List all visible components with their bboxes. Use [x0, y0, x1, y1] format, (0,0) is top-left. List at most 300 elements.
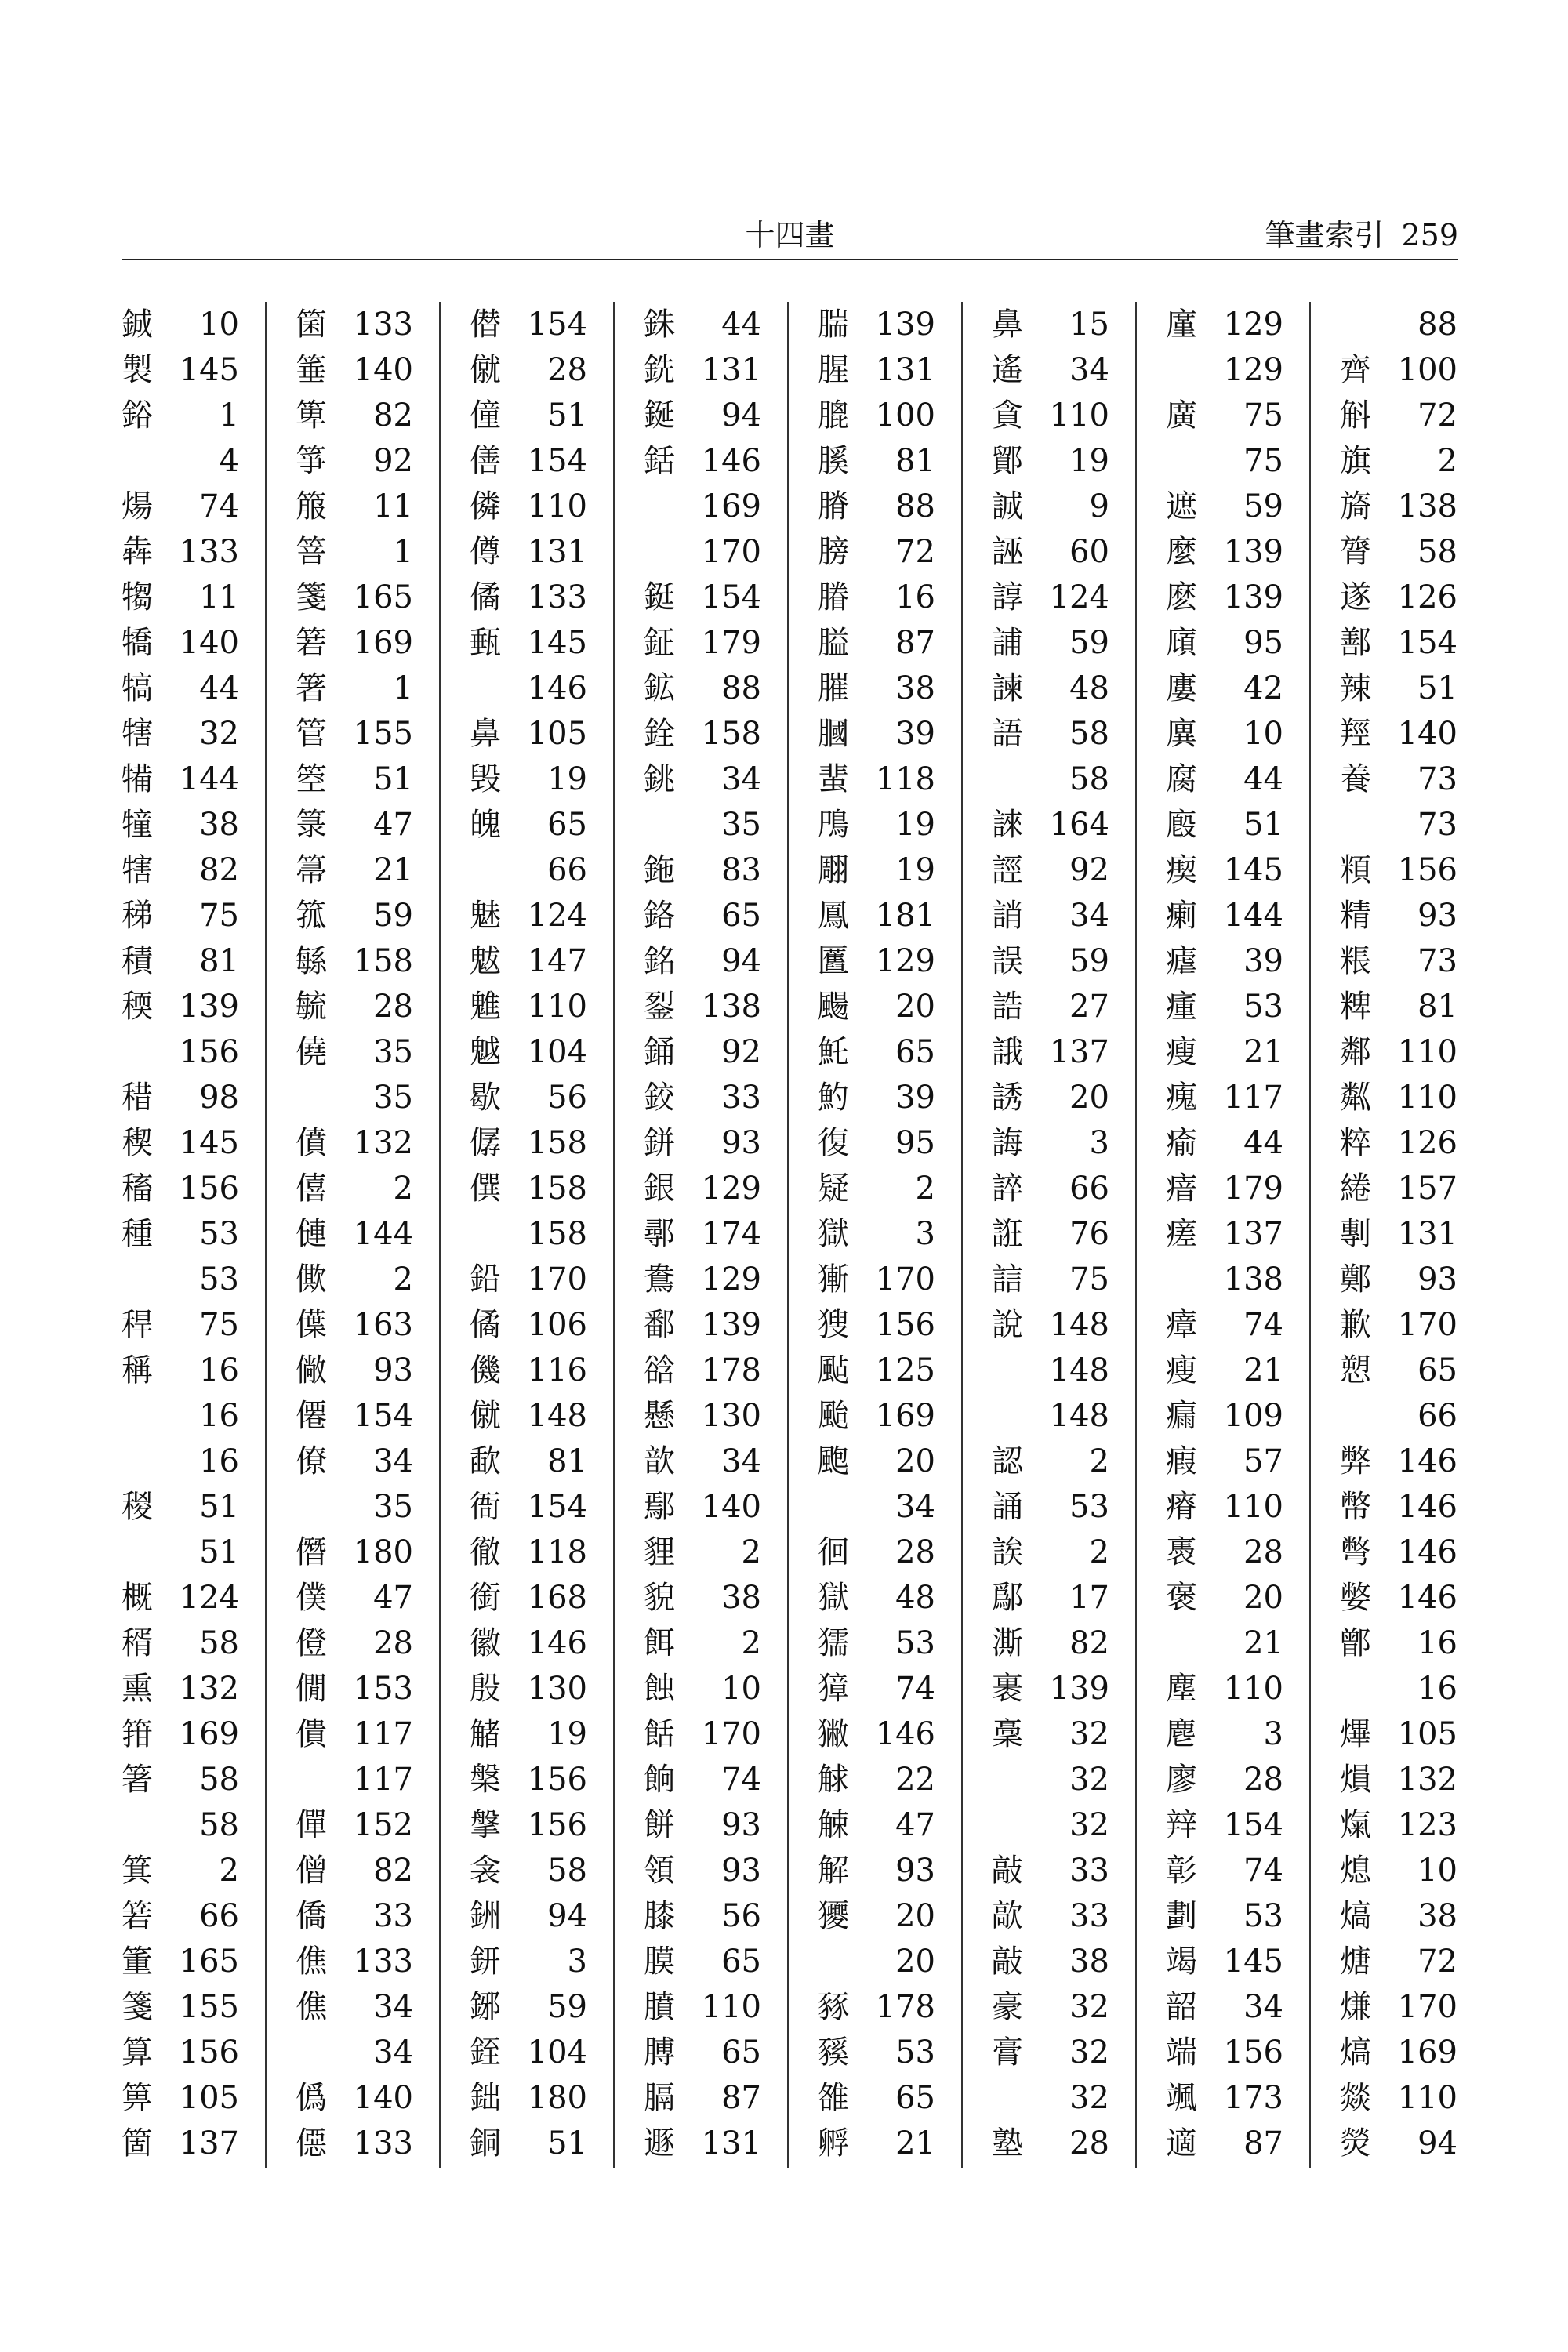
index-entry — [1166, 1211, 1283, 1257]
index-entry — [296, 1075, 413, 1120]
entry-character: 膡 — [818, 579, 849, 615]
index-entry — [122, 1439, 239, 1484]
index-entry — [122, 529, 239, 575]
entry-page-number: 58 — [199, 1762, 239, 1798]
index-entry — [470, 1757, 587, 1802]
entry-page-number: 2 — [219, 1853, 239, 1889]
entry-character: 熏 — [122, 1671, 153, 1707]
entry-character: 獙 — [818, 1716, 849, 1752]
index-entry — [470, 1393, 587, 1439]
index-entry — [122, 1484, 239, 1530]
index-entry — [1166, 1530, 1283, 1575]
entry-page-number: 56 — [721, 1898, 761, 1934]
entry-page-number: 38 — [1069, 1944, 1109, 1980]
entry-page-number: 33 — [1069, 1898, 1109, 1934]
index-entry — [1166, 529, 1283, 575]
index-entry — [992, 347, 1109, 393]
entry-character: 竭 — [1166, 1944, 1197, 1980]
entry-page-number: 154 — [1223, 1807, 1283, 1843]
entry-page-number: 32 — [1069, 1807, 1109, 1843]
entry-page-number: 16 — [199, 1352, 239, 1388]
entry-character: 廎 — [1166, 625, 1197, 661]
entry-character: 颭 — [818, 1352, 849, 1388]
entry-character: 衾 — [470, 1853, 501, 1889]
index-entry — [644, 1666, 761, 1711]
entry-character: 貍 — [644, 1534, 675, 1570]
index-entry — [296, 1120, 413, 1166]
index-entry — [1166, 484, 1283, 529]
entry-page-number: 148 — [527, 1398, 587, 1434]
index-entry — [470, 2030, 587, 2075]
index-entry — [992, 1621, 1109, 1666]
entry-page-number: 33 — [373, 1898, 413, 1934]
entry-character: 箅 — [122, 2080, 153, 2116]
index-entry — [644, 1893, 761, 1939]
entry-page-number: 81 — [199, 943, 239, 979]
entry-character: 剸 — [1340, 1216, 1371, 1252]
entry-character: 僮 — [470, 397, 501, 434]
entry-page-number: 129 — [875, 943, 935, 979]
entry-page-number: 11 — [199, 579, 239, 615]
entry-character: 鄢 — [644, 1489, 675, 1525]
index-entry — [644, 893, 761, 938]
entry-character: 端 — [1166, 2034, 1197, 2071]
entry-page-number: 139 — [875, 307, 935, 343]
entry-page-number: 133 — [527, 579, 587, 615]
entry-character: 瘥 — [1166, 1216, 1197, 1252]
entry-page-number: 2 — [1089, 1534, 1109, 1570]
index-entry — [470, 438, 587, 484]
index-entry — [818, 1893, 935, 1939]
entry-page-number: 88 — [895, 488, 935, 524]
entry-page-number: 131 — [527, 534, 587, 570]
entry-page-number: 118 — [875, 761, 935, 797]
entry-character: 獑 — [818, 1261, 849, 1298]
entry-page-number: 48 — [895, 1580, 935, 1616]
entry-character: 粹 — [1340, 1125, 1371, 1161]
entry-page-number: 139 — [701, 1307, 761, 1343]
entry-character: 鳲 — [818, 807, 849, 843]
entry-character: 鴦 — [644, 1261, 675, 1298]
index-entry — [470, 1120, 587, 1166]
entry-character: 廑 — [1166, 307, 1197, 343]
entry-character: 煻 — [1340, 1944, 1371, 1980]
index-entry — [818, 2121, 935, 2166]
entry-character: 積 — [122, 943, 153, 979]
entry-page-number: 140 — [353, 352, 413, 388]
index-entry — [818, 848, 935, 893]
entry-character: 誘 — [992, 1080, 1023, 1116]
entry-character: 稯 — [122, 1489, 153, 1525]
entry-character: 犝 — [122, 807, 153, 843]
entry-page-number: 148 — [1049, 1307, 1109, 1343]
entry-character: 誚 — [992, 898, 1023, 934]
entry-page-number: 34 — [373, 1989, 413, 2025]
entry-character: 粻 — [1340, 943, 1371, 979]
entry-page-number: 20 — [895, 1944, 935, 1980]
index-column — [1340, 302, 1457, 2166]
entry-page-number: 140 — [701, 1489, 761, 1525]
entry-page-number: 94 — [1417, 2125, 1457, 2161]
entry-character: 鉛 — [470, 1261, 501, 1298]
index-entry — [1166, 302, 1283, 347]
entry-character: 歃 — [470, 1443, 501, 1479]
entry-character: 豪 — [992, 1989, 1023, 2025]
entry-character: 誑 — [992, 1216, 1023, 1252]
entry-character: 銀 — [644, 1171, 675, 1207]
entry-page-number: 34 — [721, 761, 761, 797]
entry-page-number: 39 — [895, 716, 935, 752]
entry-page-number: 170 — [875, 1261, 935, 1298]
entry-character: 觫 — [818, 1807, 849, 1843]
entry-page-number: 137 — [1049, 1034, 1109, 1070]
entry-character: 鉸 — [644, 1080, 675, 1116]
entry-character: 僖 — [296, 1171, 327, 1207]
index-entry — [1340, 1029, 1457, 1075]
index-entry — [992, 1484, 1109, 1530]
entry-page-number: 129 — [1223, 307, 1283, 343]
entry-character: 毁 — [470, 761, 501, 797]
entry-page-number: 110 — [1397, 1034, 1457, 1070]
entry-page-number: 156 — [527, 1807, 587, 1843]
index-entry — [644, 1120, 761, 1166]
entry-page-number: 38 — [721, 1580, 761, 1616]
entry-page-number: 28 — [1243, 1762, 1283, 1798]
index-entry — [470, 1939, 587, 1984]
entry-character: 鄩 — [644, 1216, 675, 1252]
entry-character: 箬 — [296, 625, 327, 661]
entry-page-number: 21 — [373, 852, 413, 888]
index-entry — [296, 1939, 413, 1984]
entry-character: 槃 — [470, 1762, 501, 1798]
index-entry — [992, 1666, 1109, 1711]
entry-character: 諄 — [992, 579, 1023, 615]
entry-character: 銘 — [644, 943, 675, 979]
index-entry — [122, 1530, 239, 1575]
index-entry — [296, 1348, 413, 1393]
index-entry — [644, 1166, 761, 1211]
entry-character: 稈 — [122, 1307, 153, 1343]
entry-character: 鈯 — [470, 2080, 501, 2116]
entry-character: 熒 — [1340, 2125, 1371, 2161]
entry-character: 麼 — [1166, 534, 1197, 570]
entry-character: 箁 — [296, 534, 327, 570]
entry-character: 膝 — [644, 1898, 675, 1934]
index-entry — [122, 984, 239, 1029]
index-entry — [1166, 438, 1283, 484]
index-entry — [992, 1075, 1109, 1120]
entry-page-number: 74 — [721, 1762, 761, 1798]
entry-character: 廖 — [1166, 1762, 1197, 1798]
index-entry — [122, 1893, 239, 1939]
entry-character: 解 — [818, 1853, 849, 1889]
index-entry — [818, 1257, 935, 1302]
entry-page-number: 3 — [567, 1944, 587, 1980]
entry-character: 齊 — [1340, 352, 1371, 388]
entry-page-number: 2 — [1089, 1443, 1109, 1479]
index-entry — [818, 984, 935, 1029]
index-entry — [818, 1393, 935, 1439]
index-entry — [644, 575, 761, 620]
entry-page-number: 93 — [1417, 898, 1457, 934]
entry-page-number: 57 — [1243, 1443, 1283, 1479]
index-entry — [1166, 1257, 1283, 1302]
index-entry — [296, 2121, 413, 2166]
index-entry — [470, 529, 587, 575]
entry-character: 種 — [122, 1216, 153, 1252]
entry-character: 誙 — [992, 852, 1023, 888]
entry-character: 餌 — [644, 1625, 675, 1661]
index-entry — [992, 1166, 1109, 1211]
entry-page-number: 16 — [895, 579, 935, 615]
entry-page-number: 174 — [701, 1216, 761, 1252]
index-entry — [470, 1621, 587, 1666]
index-entry — [818, 1166, 935, 1211]
entry-character: 箏 — [296, 443, 327, 479]
index-entry — [818, 938, 935, 984]
index-column — [818, 302, 935, 2166]
entry-character: 殷 — [470, 1671, 501, 1707]
entry-character: 疑 — [818, 1171, 849, 1207]
entry-page-number: 164 — [1049, 807, 1109, 843]
entry-page-number: 59 — [1069, 943, 1109, 979]
index-entry — [1340, 1893, 1457, 1939]
index-entry — [296, 1211, 413, 1257]
entry-character: 箘 — [296, 307, 327, 343]
entry-page-number: 129 — [701, 1171, 761, 1207]
entry-page-number: 3 — [1089, 1125, 1109, 1161]
index-entry — [1340, 984, 1457, 1029]
entry-page-number: 173 — [1223, 2080, 1283, 2116]
index-entry — [992, 1348, 1109, 1393]
entry-page-number: 74 — [1243, 1307, 1283, 1343]
index-entry — [818, 393, 935, 438]
entry-page-number: 16 — [199, 1443, 239, 1479]
entry-page-number: 169 — [701, 488, 761, 524]
index-entry — [1340, 347, 1457, 393]
entry-character: 愬 — [1340, 1352, 1371, 1388]
index-entry — [644, 1029, 761, 1075]
entry-character: 銍 — [470, 2034, 501, 2071]
entry-page-number: 163 — [353, 1307, 413, 1343]
index-entry — [1340, 666, 1457, 711]
index-entry — [122, 1711, 239, 1757]
entry-page-number: 179 — [1223, 1171, 1283, 1207]
entry-character: 瘣 — [1166, 1080, 1197, 1116]
index-entry — [470, 620, 587, 666]
entry-character: 遂 — [1340, 579, 1371, 615]
index-entry — [1166, 575, 1283, 620]
entry-page-number: 178 — [701, 1352, 761, 1388]
entry-page-number: 146 — [1397, 1443, 1457, 1479]
entry-page-number: 153 — [353, 1671, 413, 1707]
entry-page-number: 51 — [547, 397, 587, 434]
index-entry — [296, 575, 413, 620]
entry-character: 瘴 — [1166, 1307, 1197, 1343]
entry-page-number: 144 — [179, 761, 239, 797]
index-entry — [992, 2030, 1109, 2075]
entry-page-number: 104 — [527, 2034, 587, 2071]
entry-page-number: 132 — [353, 1125, 413, 1161]
index-entry — [818, 347, 935, 393]
entry-page-number: 59 — [373, 898, 413, 934]
index-entry — [644, 393, 761, 438]
entry-character: 犞 — [122, 625, 153, 661]
index-entry — [818, 1075, 935, 1120]
index-entry — [1166, 620, 1283, 666]
entry-character: 犓 — [122, 579, 153, 615]
entry-page-number: 125 — [875, 1352, 935, 1388]
entry-character: 腐 — [1166, 761, 1197, 797]
entry-character: 領 — [644, 1853, 675, 1889]
index-entry — [644, 1075, 761, 1120]
entry-page-number: 146 — [1397, 1489, 1457, 1525]
entry-page-number: 74 — [895, 1671, 935, 1707]
entry-page-number: 72 — [1417, 1944, 1457, 1980]
entry-page-number: 100 — [1397, 352, 1457, 388]
entry-page-number: 19 — [1069, 443, 1109, 479]
entry-page-number: 110 — [701, 1989, 761, 2025]
entry-page-number: 154 — [701, 579, 761, 615]
index-entry — [644, 1257, 761, 1302]
entry-page-number: 95 — [895, 1125, 935, 1161]
index-entry — [122, 1166, 239, 1211]
index-entry — [122, 757, 239, 802]
entry-page-number: 65 — [721, 1944, 761, 1980]
index-entry — [1166, 1711, 1283, 1757]
entry-page-number: 169 — [875, 1398, 935, 1434]
index-entry — [992, 2075, 1109, 2121]
entry-character: 魄 — [470, 807, 501, 843]
entry-character: 歊 — [992, 1898, 1023, 1934]
entry-page-number: 93 — [721, 1807, 761, 1843]
entry-page-number: 93 — [1417, 1261, 1457, 1298]
index-entry — [470, 1711, 587, 1757]
index-entry — [296, 393, 413, 438]
entry-page-number: 92 — [373, 443, 413, 479]
entry-page-number: 146 — [527, 1625, 587, 1661]
entry-character: 箇 — [122, 2125, 153, 2161]
entry-page-number: 170 — [701, 1716, 761, 1752]
entry-page-number: 28 — [373, 989, 413, 1025]
entry-page-number: 129 — [1223, 352, 1283, 388]
entry-character: 僩 — [296, 1671, 327, 1707]
entry-page-number: 38 — [199, 807, 239, 843]
entry-character: 褭 — [1166, 1534, 1197, 1570]
entry-page-number: 152 — [353, 1807, 413, 1843]
entry-page-number: 2 — [1437, 443, 1457, 479]
entry-page-number: 130 — [701, 1398, 761, 1434]
index-entry — [818, 2030, 935, 2075]
index-entry — [818, 1757, 935, 1802]
entry-page-number: 10 — [1417, 1853, 1457, 1889]
entry-character: 僕 — [296, 1580, 327, 1616]
index-entry — [644, 1484, 761, 1530]
entry-page-number: 20 — [895, 989, 935, 1025]
index-entry — [470, 1166, 587, 1211]
entry-page-number: 180 — [353, 1534, 413, 1570]
index-entry — [470, 575, 587, 620]
index-entry — [818, 1029, 935, 1075]
entry-character: 觰 — [470, 1716, 501, 1752]
index-entry — [818, 1530, 935, 1575]
entry-character: 熑 — [1340, 1989, 1371, 2025]
entry-page-number: 156 — [1397, 852, 1457, 888]
index-entry — [644, 1575, 761, 1621]
entry-character: 蝕 — [644, 1671, 675, 1707]
entry-character: 翢 — [818, 852, 849, 888]
entry-page-number: 131 — [875, 352, 935, 388]
entry-page-number: 139 — [179, 989, 239, 1025]
index-entry — [296, 1757, 413, 1802]
entry-page-number: 58 — [1417, 534, 1457, 570]
index-entry — [296, 347, 413, 393]
index-entry — [644, 347, 761, 393]
entry-character: 遯 — [644, 2125, 675, 2161]
index-entry — [122, 1257, 239, 1302]
entry-page-number: 181 — [875, 898, 935, 934]
entry-page-number: 1 — [393, 670, 413, 706]
entry-page-number: 17 — [1069, 1580, 1109, 1616]
index-entry — [818, 711, 935, 757]
entry-page-number: 53 — [895, 1625, 935, 1661]
entry-character: 豯 — [818, 2034, 849, 2071]
entry-character: 餉 — [644, 1762, 675, 1798]
entry-character: 鋊 — [122, 397, 153, 434]
entry-character: 鋮 — [122, 307, 153, 343]
entry-page-number: 47 — [895, 1807, 935, 1843]
index-entry — [122, 2030, 239, 2075]
entry-character: 概 — [122, 1580, 153, 1616]
entry-page-number: 34 — [373, 2034, 413, 2071]
entry-character: 僬 — [296, 1989, 327, 2025]
index-entry — [1166, 2075, 1283, 2121]
entry-page-number: 74 — [1243, 1853, 1283, 1889]
entry-page-number: 21 — [1243, 1625, 1283, 1661]
index-entry — [296, 1439, 413, 1484]
page-header — [122, 216, 1458, 263]
entry-page-number: 2 — [915, 1171, 935, 1207]
index-entry — [818, 1802, 935, 1848]
entry-character: 精 — [1340, 898, 1371, 934]
entry-character: 箕 — [122, 1853, 153, 1889]
index-entry — [122, 1848, 239, 1893]
entry-character: 誥 — [992, 989, 1023, 1025]
entry-character: 語 — [992, 716, 1023, 752]
entry-page-number: 145 — [1223, 852, 1283, 888]
entry-character: 僥 — [296, 1034, 327, 1070]
entry-page-number: 65 — [721, 2034, 761, 2071]
index-entry — [1340, 1257, 1457, 1302]
entry-character: 煬 — [122, 488, 153, 524]
entry-character: 鄭 — [1340, 1261, 1371, 1298]
index-entry — [470, 1575, 587, 1621]
entry-character: 箬 — [122, 1898, 153, 1934]
index-entry — [122, 1666, 239, 1711]
entry-page-number: 44 — [1243, 1125, 1283, 1161]
entry-character: 僫 — [296, 2125, 327, 2161]
entry-page-number: 44 — [1243, 761, 1283, 797]
index-entry — [818, 1348, 935, 1393]
entry-page-number: 180 — [527, 2080, 587, 2116]
entry-character: 箠 — [296, 352, 327, 388]
index-entry — [644, 302, 761, 347]
entry-character: 銅 — [470, 2125, 501, 2161]
entry-page-number: 72 — [1417, 397, 1457, 434]
index-entry — [1166, 1575, 1283, 1621]
index-entry — [1340, 802, 1457, 848]
entry-character: 颯 — [1166, 2080, 1197, 2116]
